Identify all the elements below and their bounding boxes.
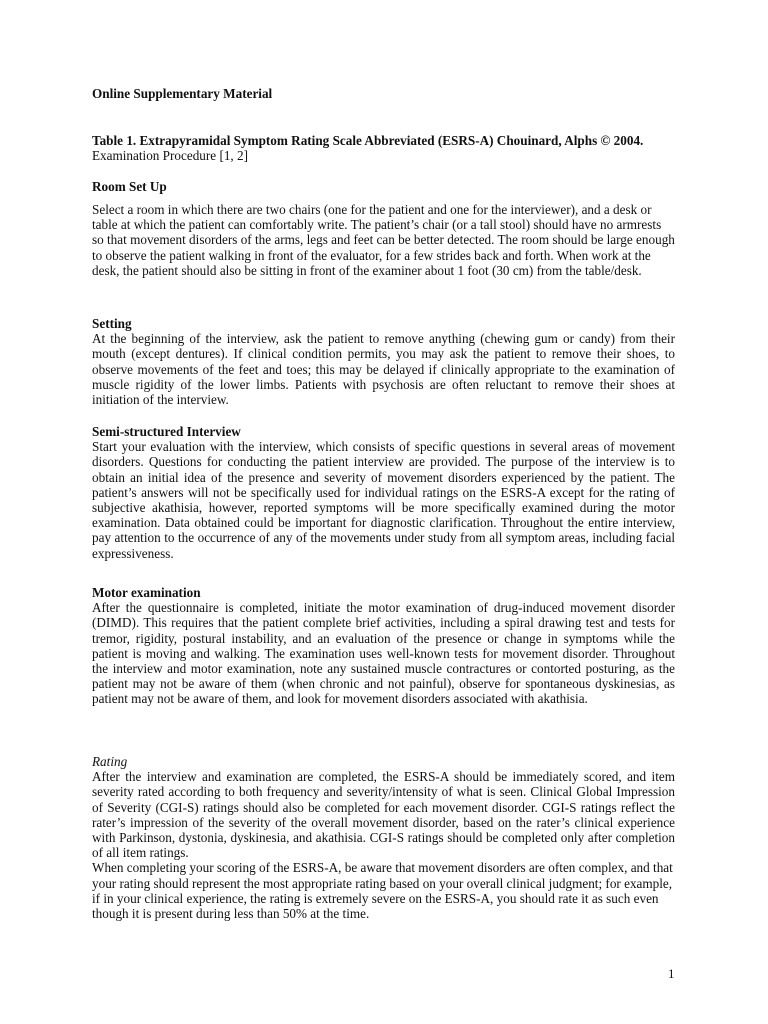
section-heading-room-set-up: Room Set Up bbox=[92, 179, 167, 194]
document-title: Online Supplementary Material bbox=[92, 86, 273, 101]
table-caption-rest: Examination Procedure [1, 2] bbox=[92, 148, 249, 164]
section-heading-semi-structured-interview: Semi-structured Interview bbox=[92, 424, 241, 439]
section-rating bbox=[92, 754, 675, 921]
section-text-motor-examination: After the questionnaire is completed, initiate the motor examination of drug-induced movement disorder (DIMD). This requires that the patient complete brief activities, including a spiral drawing test and tests for tremor, rigidity, postural instability, and an evaluation of the presence or change in symptoms while the patient is moving and walking. The examination uses well-known tests for movement disorder. Throughout the interview and motor examination, note any sustained muscle contractures or contorted posturing, as the patient may not be aware of them (when chronic and not painful), observe for spontaneous dyskinesias, as patient may not be aware of them, and look for movement disorders associated with akathisia. bbox=[92, 600, 675, 707]
section-text-semi-structured-interview: Start your evaluation with the interview, which consists of specific questions in several areas of movement disorders. Questions for conducting the patient interview are provided. The purpose of the interview is to obtain an initial idea of the presence and severity of movement disorders experienced by the patient. The patient’s answers will not be specifically used for individual ratings on the ESRS-A except for the rating of subjective akathisia, however, reported symptoms will be more specifically examined during the motor examination. Data obtained could be important for diagnostic clarification. Throughout the entire interview, pay attention to the occurrence of any of the movements under study from all symptom areas, including facial expressiveness. bbox=[92, 439, 675, 561]
section-heading-motor-examination: Motor examination bbox=[92, 585, 201, 600]
section-text-rating-1: After the interview and examination are completed, the ESRS-A should be immediately scored, and item severity rated according to both frequency and severity/intensity of what is seen. Clinical Global Impression of Severity (CGI-S) ratings should also be completed for each movement disorder. CGI-S ratings reflect the rater’s impression of the severity of the overall movement disorder, based on the rater’s clinical experience with Parkinson, dystonia, dyskinesia, and akathisia. CGI-S ratings should be completed only after completion of all item ratings. bbox=[92, 769, 675, 861]
table-caption-bold: Table 1. Extrapyramidal Symptom Rating Scale Abbreviated (ESRS-A) Chouinard, Alphs © 2004. bbox=[92, 133, 644, 148]
page-number: 1 bbox=[668, 966, 675, 981]
table-caption bbox=[92, 133, 675, 163]
section-semi-structured-interview bbox=[92, 424, 675, 561]
section-heading-rating: Rating bbox=[92, 754, 128, 769]
section-text-room-set-up: Select a room in which there are two chairs (one for the patient and one for the interviewer), and a desk or table at which the patient can comfortably write. The patient’s chair (or a tall stool) should have no armrests so that movement disorders of the arms, legs and feet can be better detected. The room should be large enough to observe the patient walking in front of the evaluator, for a few strides back and forth. When work at the desk, the patient should also be sitting in front of the examiner about 1 foot (30 cm) from the table/desk. bbox=[92, 202, 675, 278]
section-text-setting: At the beginning of the interview, ask the patient to remove anything (chewing gum or candy) from their mouth (except dentures). If clinical condition permits, you may ask the patient to remove their shoes, to observe movements of the feet and toes; this may be delayed if clinically appropriate to the examination of muscle rigidity of the lower limbs. Patients with psychosis are often reluctant to remove their shoes at initiation of the interview. bbox=[92, 331, 675, 408]
section-text-rating-2: When completing your scoring of the ESRS-A, be aware that movement disorders are often complex, and that your rating should represent the most appropriate rating based on your overall clinical judgment; for example, if in your clinical experience, the rating is extremely severe on the ESRS-A, you should rate it as such even though it is present during less than 50% at the time. bbox=[92, 860, 673, 922]
section-motor-examination bbox=[92, 585, 675, 707]
section-setting bbox=[92, 316, 675, 407]
section-heading-setting: Setting bbox=[92, 316, 132, 331]
